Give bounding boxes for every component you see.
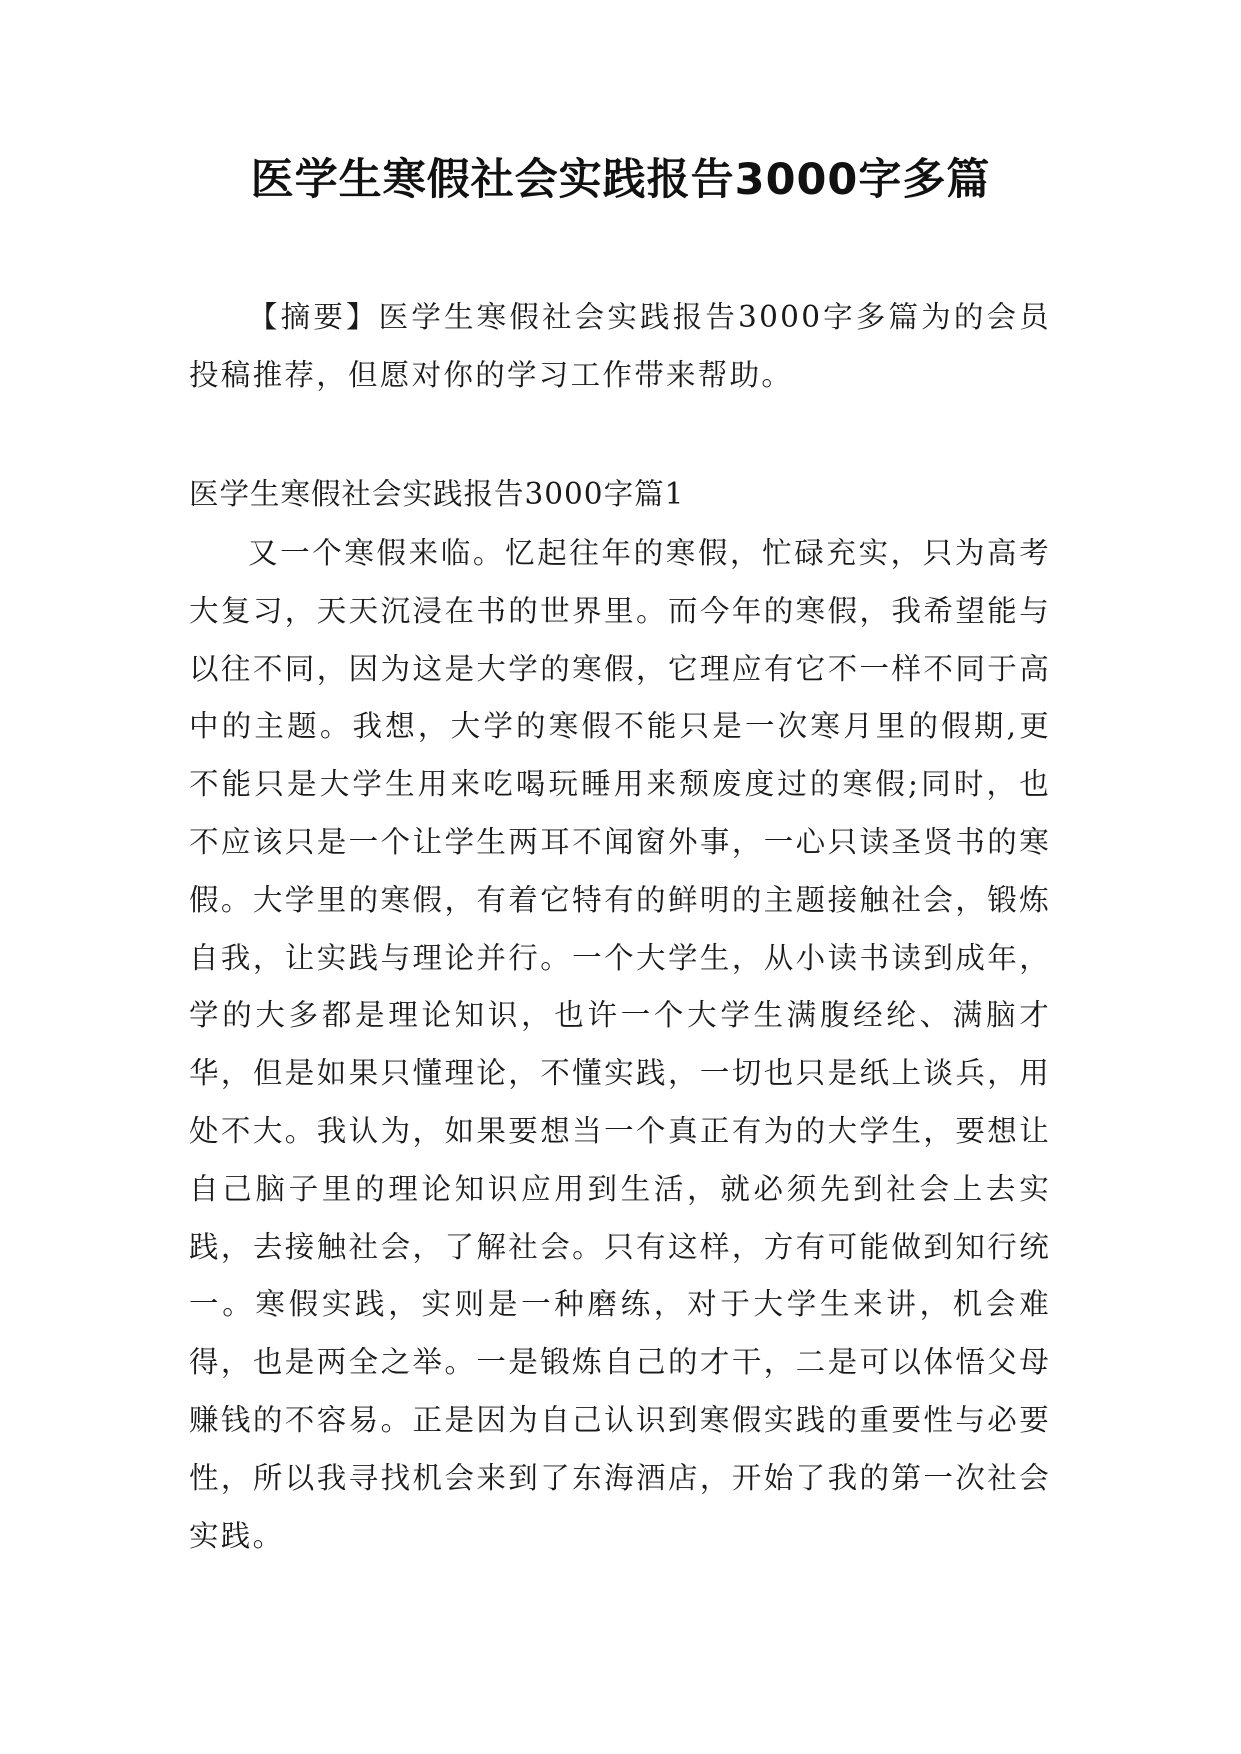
abstract-paragraph: 【摘要】医学生寒假社会实践报告3000字多篇为的会员投稿推荐，但愿对你的学习工作带来帮助。 [189, 300, 1051, 392]
section-heading: 医学生寒假社会实践报告3000字篇1 [189, 477, 685, 511]
document-title: 医学生寒假社会实践报告3000字多篇 [250, 155, 991, 205]
body-paragraph: 又一个寒假来临。忆起往年的寒假，忙碌充实，只为高考大复习，天天沉浸在书的世界里。而今年的寒假，我希望能与以往不同，因为这是大学的寒假，它理应有它不一样不同于高中的主题。我想，大学的寒假不能只是一次寒月里的假期,更不能只是大学生用来吃喝玩睡用来颓废度过的寒假;同时，也不应该只是一个让学生两耳不闻窗外事，一心只读圣贤书的寒假。大学里的寒假，有着它特有的鲜明的主题接触社会，锻炼自我，让实践与理论并行。一个大学生，从小读书读到成年，学的大多都是理论知识，也许一个大学生满腹经纶、满脑才华，但是如果只懂理论，不懂实践，一切也只是纸上谈兵，用处不大。我认为，如果要想当一个真正有为的大学生，要想让自己脑子里的理论知识应用到生活，就必须先到社会上去实践，去接触社会，了解社会。只有这样，方有可能做到知行统一。寒假实践，实则是一种磨练，对于大学生来讲，机会难得，也是两全之举。一是锻炼自己的才干，二是可以体悟父母赚钱的不容易。正是因为自己认识到寒假实践的重要性与必要性，所以我寻找机会来到了东海酒店，开始了我的第一次社会实践。 [189, 536, 1051, 1553]
